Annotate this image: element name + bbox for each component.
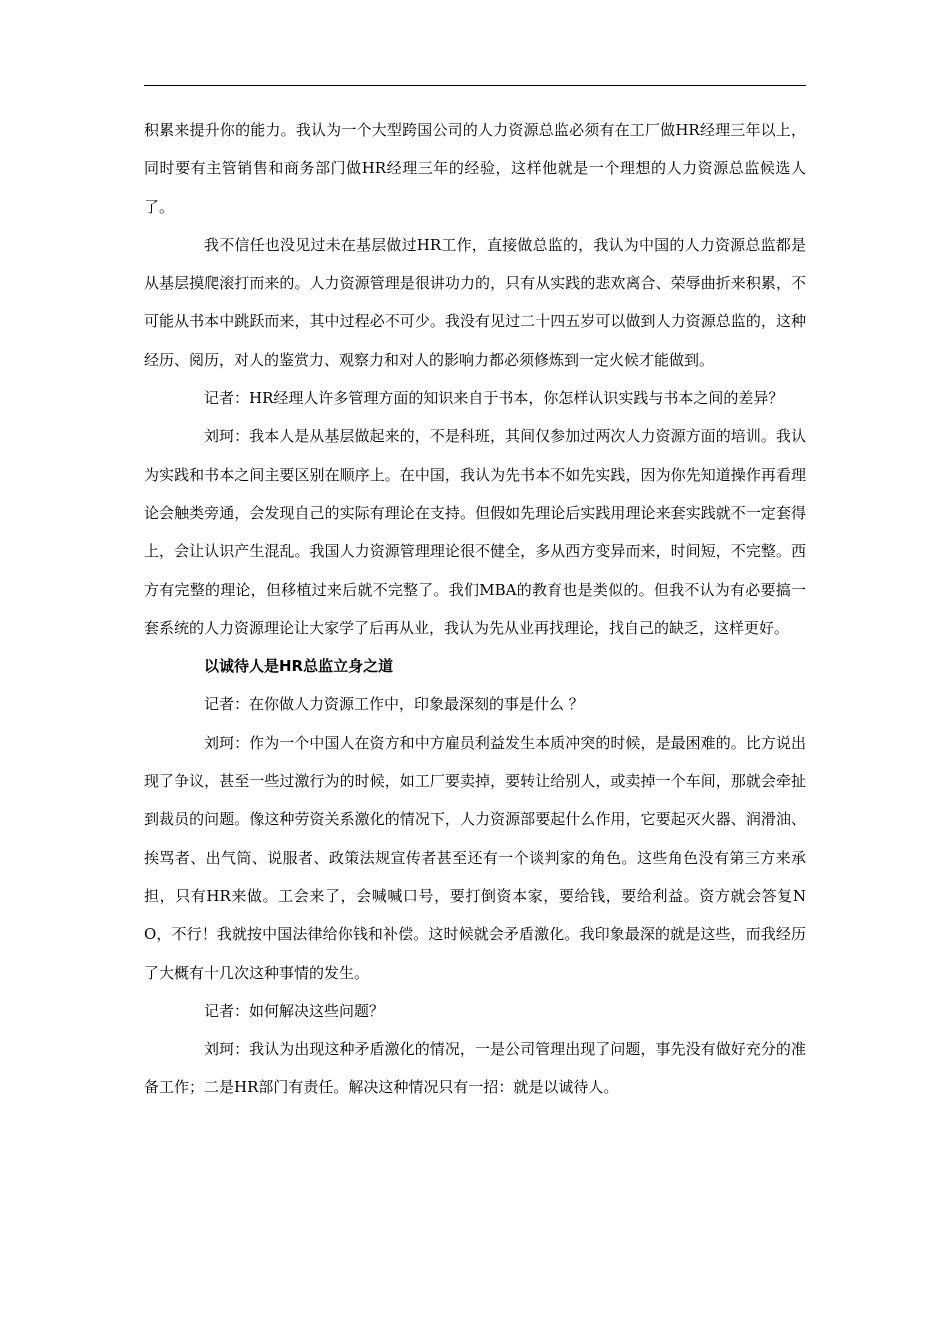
answer-how-to-solve: 刘珂：我认为出现这种矛盾激化的情况，一是公司管理出现了问题，事先没有做好充分的准备工作；二是HR部门有责任。解决这种情况只有一招：就是以诚待人。 [144,1040,806,1097]
question-deepest-impression: 记者：在你做人力资源工作中，印象最深刻的事是什么 ？ [204,695,584,714]
answer-deepest-impression: 刘珂：作为一个中国人在资方和中方雇员利益发生本质冲突的时候，是最困难的。比方说出现了争议，甚至一些过激行为的时候，如工厂要卖掉，要转让给别人，或卖掉一个车间，那就会牵扯到裁员的问题。像这种劳资关系激化的情况下，人力资源部要起什么作用，它要起灭火器、润滑油、挨骂者、出气筒、说服者、政策法规宣传者甚至还有一个谈判家的角色。这些角色没有第三方来承担，只有HR来做。工会来了，会喊喊口号，要打倒资本家，要给钱，要给利益。资方就会答复NO，不行！我就按中国法律给你钱和补偿。这时候就会矛盾激化。我印象最深的就是这些，而我经历了大概有十几次这种事情的发生。 [144,733,806,982]
answer-books-vs-practice: 刘珂：我本人是从基层做起来的，不是科班，其间仅参加过两次人力资源方面的培训。我认为实践和书本之间主要区别在顺序上。在中国，我认为先书本不如先实践，因为你先知道操作再看理论会触类旁通，会发现自己的实际有理论在支持。但假如先理论后实践用理论来套实践就不一定套得上，会让认识产生混乱。我国人力资源管理理论很不健全，多从西方变异而来，时间短，不完整。西方有完整的理论，但移植过来后就不完整了。我们MBA的教育也是类似的。但我不认为有必要搞一套系统的人力资源理论让大家学了后再从业，我认为先从业再找理论，找自己的缺乏，这样更好。 [144,427,806,637]
paragraph-continuation: 积累来提升你的能力。我认为一个大型跨国公司的人力资源总监必须有在工厂做HR经理三年以上，同时要有主管销售和商务部门做HR经理三年的经验，这样他就是一个理想的人力资源总监候选人了。 [144,121,806,216]
header-rule [144,85,806,86]
paragraph-no-grassroots: 我不信任也没见过未在基层做过HR工作，直接做总监的，我认为中国的人力资源总监都是从基层摸爬滚打而来的。人力资源管理是很讲功力的，只有从实践的悲欢离合、荣辱曲折来积累，不可能从书本中跳跃而来，其中过程必不可少。我没有见过二十四五岁可以做到人力资源总监的，这种经历、阅历，对人的鉴赏力、观察力和对人的影响力都必须修炼到一定火候才能做到。 [144,235,806,369]
section-heading: 以诚待人是HR总监立身之道 [204,657,394,676]
question-how-to-solve: 记者：如何解决这些问题？ [204,1001,385,1020]
question-books-vs-practice: 记者：HR经理人许多管理方面的知识来自于书本，你怎样认识实践与书本之间的差异？ [204,389,784,408]
body-text [144,111,806,1107]
